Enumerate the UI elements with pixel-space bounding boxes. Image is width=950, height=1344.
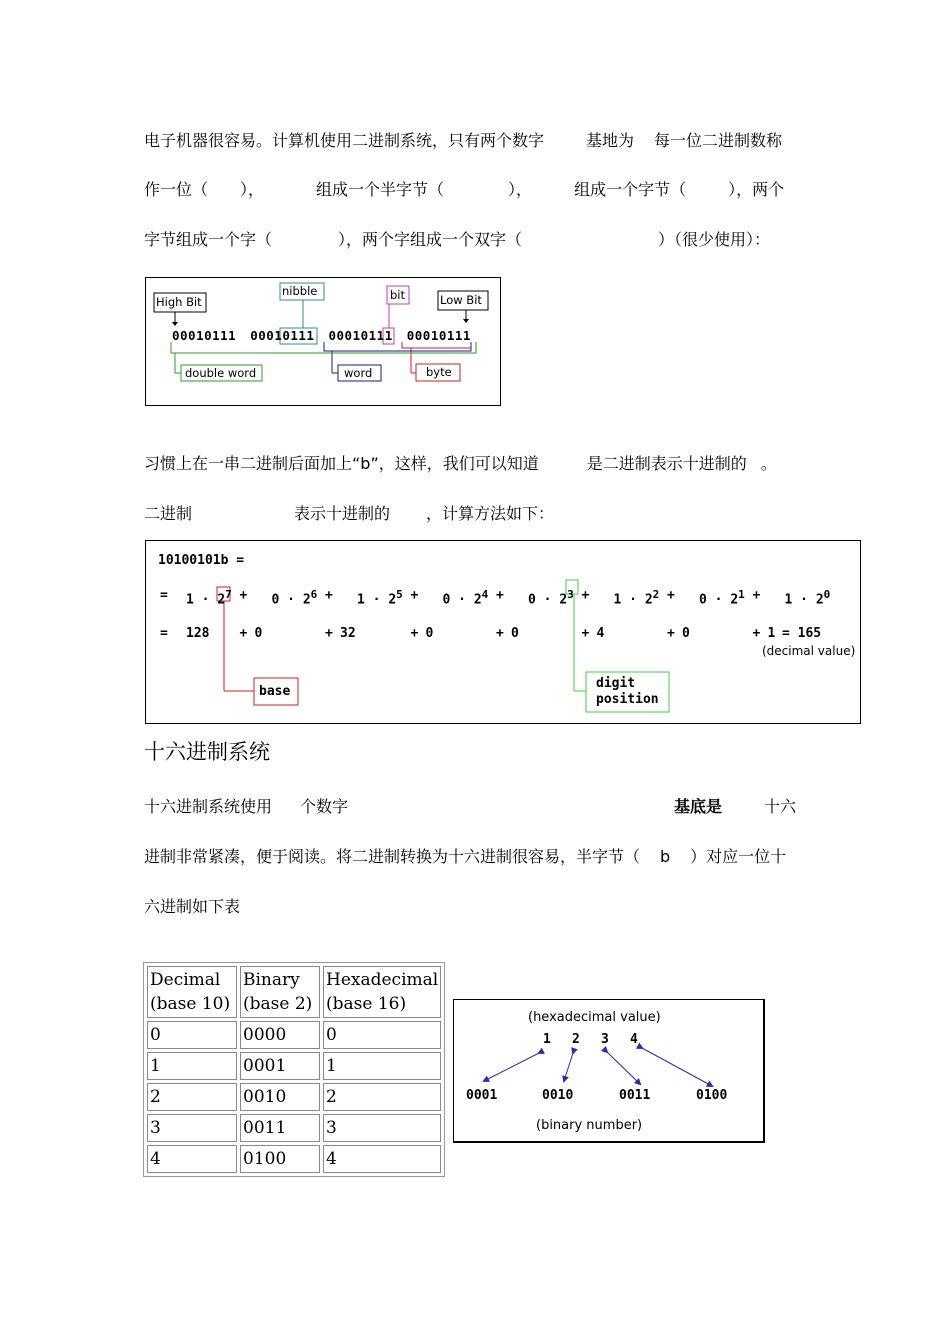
multiply-dot: ·: [279, 592, 303, 608]
plus-sign: +: [581, 626, 590, 641]
multiply-dot: ·: [792, 592, 816, 608]
binary-group: 0010: [542, 1088, 574, 1103]
calc-result: = 165: [782, 626, 822, 641]
term-value: 128: [186, 626, 210, 641]
position-label: position: [596, 692, 659, 707]
word-bracket: [324, 342, 471, 351]
table-cell: 2: [147, 1083, 237, 1111]
plus-sign: +: [496, 626, 504, 641]
exponent: 1: [738, 588, 745, 601]
table-cell: 2: [323, 1083, 441, 1111]
table-cell: 0011: [240, 1114, 320, 1142]
plus-sign: +: [667, 626, 675, 641]
base-digit: 2: [559, 592, 568, 608]
arrow-1: [484, 1053, 539, 1081]
term-value: 0: [682, 626, 690, 641]
plus-sign: +: [325, 588, 333, 603]
multiply-dot: ·: [450, 592, 474, 608]
hex-digit: 1: [543, 1032, 551, 1047]
plus-sign: +: [239, 588, 248, 603]
double-word-label: double word: [185, 366, 257, 380]
table-cell: 0100: [240, 1145, 320, 1173]
coefficient: 0: [271, 592, 280, 608]
text-segment: 基底是: [674, 797, 723, 816]
plus-sign: +: [581, 588, 590, 603]
calc-header: 10100101b =: [158, 553, 245, 568]
binary-group: 0011: [619, 1088, 651, 1103]
table-cell: 3: [147, 1114, 237, 1142]
term-value: 4: [596, 626, 605, 641]
coefficient: 1: [186, 592, 194, 608]
table-cell: 1: [147, 1052, 237, 1080]
coefficient: 1: [784, 592, 793, 608]
power-term: [785, 588, 831, 607]
table-header-row: [147, 966, 441, 1018]
power-term: [186, 588, 232, 607]
hex-value-label: (hexadecimal value): [528, 1010, 661, 1025]
base-digit: 2: [644, 592, 653, 608]
multiply-dot: ·: [621, 592, 645, 608]
exponent: 0: [823, 588, 831, 601]
power-term: [357, 588, 403, 607]
para1-line2: [144, 177, 784, 200]
hex-digit: 4: [630, 1032, 638, 1047]
base-digit: 2: [388, 592, 397, 608]
table-cell: 3: [323, 1114, 441, 1142]
multiply-dot: ·: [535, 592, 560, 608]
para3-line2: [144, 844, 786, 867]
plus-sign: +: [752, 588, 761, 603]
text-segment: 作一位（: [144, 180, 209, 199]
text-segment: 基地为: [586, 131, 635, 150]
term-value: 1: [767, 626, 776, 641]
coefficient: 0: [442, 592, 451, 608]
term-value: 0: [511, 626, 519, 641]
para3-line3: 六进制如下表: [144, 897, 241, 916]
text-segment: 十六进制系统使用: [144, 797, 273, 816]
text-segment: ）对应一位十: [690, 847, 787, 866]
exponent: 2: [652, 588, 660, 601]
bit-single: 1: [384, 328, 393, 343]
calc-eq-2: =: [160, 626, 168, 641]
text-segment: ，计算方法如下：: [426, 504, 555, 523]
text-segment: ），: [508, 180, 533, 199]
table-cell: 0000: [240, 1021, 320, 1049]
plus-sign: +: [239, 626, 248, 641]
text-segment: b: [660, 847, 671, 866]
exponent: 3: [567, 588, 574, 601]
text-segment: 习惯上在一串二进制后面加上“b”，这样，我们可以知道: [144, 454, 539, 473]
power-term: [614, 588, 660, 607]
coefficient: 1: [357, 592, 365, 608]
bit-group-nibble: 0111: [282, 328, 315, 343]
para2-line1: [144, 451, 777, 474]
hex-digit: 2: [572, 1032, 580, 1047]
para1-line1: [144, 128, 782, 151]
base-digit: 2: [217, 592, 226, 608]
high-bit-arrowhead: [172, 322, 178, 326]
bit-group: 0001: [250, 328, 283, 343]
exponent: 5: [396, 588, 403, 601]
text-segment: ）（很少使用）：: [658, 230, 771, 249]
hex-digit: 3: [601, 1032, 609, 1047]
exponent: 4: [481, 588, 489, 601]
para2-line2: [144, 501, 554, 524]
text-segment: 是二进制表示十进制的: [586, 454, 747, 473]
multiply-dot: ·: [706, 592, 731, 608]
table-row: [147, 1083, 441, 1111]
hex-binary-figure: [453, 999, 765, 1143]
text-segment: 字节组成一个字（: [144, 230, 273, 249]
term-value: 32: [340, 626, 356, 641]
bit-label: bit: [390, 288, 406, 302]
power-term: [528, 588, 574, 607]
low-bit-label: Low Bit: [440, 293, 482, 307]
exponent: 7: [225, 588, 232, 601]
high-bit-label: High Bit: [156, 295, 202, 309]
header-decimal: Decimal (base 10): [147, 966, 237, 1018]
header-binary: Binary (base 2): [240, 966, 320, 1018]
power-term: [272, 588, 318, 607]
table-cell: 0: [323, 1021, 441, 1049]
plus-sign: +: [325, 626, 333, 641]
decimal-value-note: (decimal value): [762, 644, 856, 658]
para3-line1: [144, 794, 796, 817]
coefficient: 0: [699, 592, 707, 608]
plus-sign: +: [496, 588, 504, 603]
power-term: [699, 588, 745, 607]
word-label: word: [344, 366, 373, 380]
text-segment: 。: [760, 454, 777, 473]
text-segment: 组成一个半字节（: [316, 180, 445, 199]
power-term: [443, 588, 489, 607]
bit-group: 00010111: [406, 328, 471, 343]
base-digit: 2: [815, 592, 824, 608]
calc-eq-1: =: [160, 588, 168, 603]
header-hexadecimal: Hexadecimal (base 16): [323, 966, 441, 1018]
table-cell: 4: [323, 1145, 441, 1173]
binary-group: 0001: [466, 1088, 498, 1103]
bit-string: [172, 328, 471, 343]
low-bit-arrowhead: [463, 319, 469, 323]
table-cell: 0010: [240, 1083, 320, 1111]
text-segment: 每一位二进制数称: [654, 131, 783, 150]
number-table-wrapper: [143, 962, 445, 1177]
number-table: [143, 962, 445, 1177]
table-row: [147, 1021, 441, 1049]
arrow-3: [607, 1052, 640, 1084]
table-row: [147, 1052, 441, 1080]
para1-line3: [144, 227, 770, 250]
table-cell: 4: [147, 1145, 237, 1173]
exponent: 6: [310, 588, 318, 601]
bit-group: 0001011: [328, 328, 385, 343]
bit-structure-figure: [145, 277, 501, 406]
base-digit: 2: [730, 592, 739, 608]
text-segment: ），两个字组成一个双字（: [338, 230, 523, 249]
text-segment: 电子机器很容易。计算机使用二进制系统，只有两个数字: [144, 131, 545, 150]
plus-sign: +: [752, 626, 761, 641]
arrow-4: [642, 1048, 712, 1086]
section-title: 十六进制系统: [144, 740, 270, 764]
base-digit: 2: [302, 592, 311, 608]
term-value: 0: [254, 626, 263, 641]
arrow-2: [564, 1053, 573, 1081]
table-cell: 0: [147, 1021, 237, 1049]
text-segment: ），两个: [728, 180, 785, 199]
coefficient: 0: [528, 592, 536, 608]
binary-decimal-figure: [145, 540, 861, 724]
text-segment: 进制非常紧凑，便于阅读。将二进制转换为十六进制很容易，半字节（: [144, 847, 641, 866]
table-row: [147, 1114, 441, 1142]
term-value: 0: [425, 626, 434, 641]
text-segment: 组成一个字节（: [574, 180, 687, 199]
coefficient: 1: [613, 592, 622, 608]
binary-number-label: (binary number): [536, 1118, 643, 1133]
text-segment: 个数字: [300, 797, 349, 816]
table-cell: 0001: [240, 1052, 320, 1080]
text-segment: 表示十进制的: [294, 504, 391, 523]
base-label: base: [259, 684, 291, 699]
base-digit: 2: [473, 592, 482, 608]
byte-label: byte: [426, 365, 452, 379]
plus-sign: +: [410, 588, 419, 603]
nibble-label: nibble: [282, 284, 318, 298]
digit-label: digit: [596, 676, 636, 691]
text-segment: ），: [240, 180, 265, 199]
bit-group: 00010111: [172, 328, 237, 343]
plus-sign: +: [667, 588, 675, 603]
multiply-dot: ·: [364, 592, 389, 608]
table-cell: 1: [323, 1052, 441, 1080]
text-segment: 十六: [764, 797, 797, 816]
table-row: [147, 1145, 441, 1173]
text-segment: 二进制: [144, 504, 193, 523]
plus-sign: +: [410, 626, 419, 641]
binary-group: 0100: [696, 1088, 728, 1103]
multiply-dot: ·: [193, 592, 218, 608]
